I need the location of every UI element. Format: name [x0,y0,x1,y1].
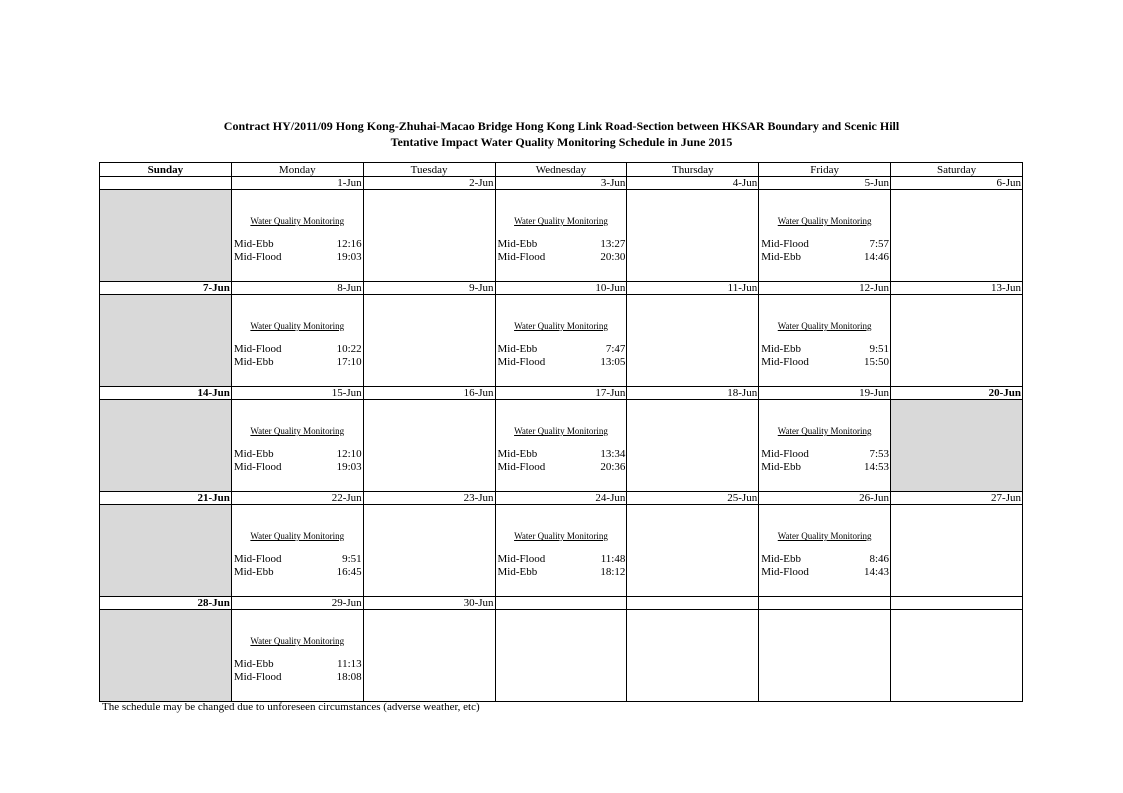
date-cell: 17-Jun [495,387,627,400]
week-4-date-row [100,492,1023,505]
day-cell [100,505,232,597]
tide-row [498,448,626,461]
monitoring-label: Water Quality Monitoring [250,321,345,331]
tide-row [234,343,362,356]
tide-time: 11:48 [600,553,626,565]
tide-row [234,238,362,251]
day-cell [891,505,1023,597]
tide-name: Mid-Flood [497,461,546,473]
tide-row [234,251,362,264]
date-cell: 21-Jun [100,492,232,505]
date-cell: 22-Jun [231,492,363,505]
day-cell [363,400,495,492]
monitoring-label: Water Quality Monitoring [777,531,872,541]
week-1-date-row [100,177,1023,190]
tide-row [498,461,626,474]
week-5-schedule-row [100,610,1023,702]
tide-row [234,566,362,579]
monitoring-label: Water Quality Monitoring [514,531,608,541]
day-cell-content [364,295,495,386]
tide-name: Mid-Ebb [761,553,801,565]
monitoring-label: Water Quality Monitoring [250,426,345,436]
tide-name: Mid-Ebb [233,566,274,578]
monitoring-label: Water Quality Monitoring [777,426,872,436]
day-cell-content [364,610,495,701]
day-cell-content [496,400,627,491]
day-cell-content [364,190,495,281]
monitoring-label: Water Quality Monitoring [250,636,345,646]
tide-name: Mid-Flood [761,356,809,368]
day-cell [759,295,891,387]
tide-time: 16:45 [336,566,362,578]
date-cell: 7-Jun [100,282,232,295]
day-cell [627,190,759,282]
weekday-header-wednesday: Wednesday [495,163,627,177]
week-3-schedule-row [100,400,1023,492]
tide-time: 9:51 [342,553,362,565]
date-cell: 26-Jun [759,492,891,505]
date-cell [891,597,1023,610]
tide-time: 18:12 [600,566,626,578]
date-cell: 24-Jun [495,492,627,505]
monitoring-label: Water Quality Monitoring [777,216,872,226]
day-cell-content [100,295,231,386]
day-cell [495,190,627,282]
day-cell [891,295,1023,387]
day-cell-content [232,400,363,491]
monitoring-label: Water Quality Monitoring [250,216,345,226]
tide-time: 10:22 [336,343,362,355]
tide-name: Mid-Flood [497,251,546,263]
day-cell-content [100,190,231,281]
date-cell: 29-Jun [231,597,363,610]
tide-time: 7:57 [869,238,890,250]
tide-row [761,356,889,369]
day-cell [231,295,363,387]
day-cell-content [759,610,890,701]
day-cell-content [627,610,758,701]
tide-time: 13:34 [600,448,626,460]
weekday-header-thursday: Thursday [627,163,759,177]
day-cell [891,400,1023,492]
date-cell: 5-Jun [759,177,891,190]
tide-name: Mid-Flood [233,553,282,565]
tide-name: Mid-Ebb [761,251,801,263]
day-cell [759,400,891,492]
schedule-subtitle: Tentative Impact Water Quality Monitoring Schedule in June 2015 [390,135,733,149]
tide-name: Mid-Ebb [497,566,538,578]
day-cell-content [100,505,231,596]
tide-row [761,461,889,474]
weekday-header-sunday: Sunday [100,163,232,177]
day-cell [495,505,627,597]
tide-row [234,671,362,684]
day-cell [100,400,232,492]
day-cell-content [891,610,1022,701]
day-cell [759,505,891,597]
tide-row [498,566,626,579]
date-cell [100,177,232,190]
date-cell: 3-Jun [495,177,627,190]
tide-row [234,448,362,461]
week-3-date-row [100,387,1023,400]
tide-time: 12:16 [336,238,362,250]
day-cell-content [891,400,1022,491]
tide-row [498,238,626,251]
week-1-schedule-row [100,190,1023,282]
tide-row [234,553,362,566]
date-cell: 25-Jun [627,492,759,505]
monitoring-label: Water Quality Monitoring [250,531,345,541]
tide-row [761,448,889,461]
tide-name: Mid-Flood [497,356,546,368]
tide-name: Mid-Ebb [497,448,538,460]
date-cell: 4-Jun [627,177,759,190]
date-cell: 14-Jun [100,387,232,400]
tide-row [761,566,889,579]
tide-time: 7:53 [869,448,890,460]
schedule-note: The schedule may be changed due to unforeseen circumstances (adverse weather, etc) [102,701,480,713]
date-cell: 27-Jun [891,492,1023,505]
date-cell: 13-Jun [891,282,1023,295]
day-cell [627,400,759,492]
weekday-header-saturday: Saturday [891,163,1023,177]
tide-name: Mid-Flood [233,671,282,683]
day-cell-content [232,505,363,596]
tide-time: 9:51 [869,343,890,355]
day-cell [759,610,891,702]
date-cell: 10-Jun [495,282,627,295]
day-cell-content [496,505,627,596]
date-cell: 2-Jun [363,177,495,190]
day-cell [495,610,627,702]
tide-time: 7:47 [605,343,626,355]
tide-row [761,238,889,251]
tide-time: 17:10 [336,356,362,368]
day-cell [231,610,363,702]
day-cell [231,505,363,597]
tide-time: 14:53 [864,461,890,473]
day-cell [231,190,363,282]
date-cell: 20-Jun [891,387,1023,400]
tide-time: 15:50 [864,356,890,368]
tide-name: Mid-Ebb [497,343,538,355]
day-cell-content [364,505,495,596]
day-cell [363,295,495,387]
date-cell: 8-Jun [231,282,363,295]
calendar-table [99,162,1023,702]
day-cell [100,190,232,282]
tide-row [498,251,626,264]
day-cell-content [232,190,363,281]
date-cell: 11-Jun [627,282,759,295]
day-cell-content [100,400,231,491]
week-2-schedule-row [100,295,1023,387]
date-cell [627,597,759,610]
tide-name: Mid-Ebb [233,356,274,368]
day-cell-content [891,295,1022,386]
tide-row [234,356,362,369]
tide-time: 20:30 [600,251,626,263]
tide-name: Mid-Flood [497,553,546,565]
day-cell-content [759,295,890,386]
day-cell-content [364,400,495,491]
monitoring-label: Water Quality Monitoring [777,321,872,331]
tide-name: Mid-Ebb [497,238,538,250]
week-4-schedule-row [100,505,1023,597]
tide-name: Mid-Ebb [761,343,801,355]
tide-name: Mid-Ebb [761,461,801,473]
weekday-header-tuesday: Tuesday [363,163,495,177]
day-cell-content [627,505,758,596]
weekday-header-monday: Monday [231,163,363,177]
day-cell-content [232,610,363,701]
day-cell-content [232,295,363,386]
tide-time: 14:43 [864,566,890,578]
tide-name: Mid-Flood [233,343,282,355]
monitoring-label: Water Quality Monitoring [514,321,608,331]
day-cell [495,295,627,387]
day-cell [627,505,759,597]
week-5-date-row [100,597,1023,610]
tide-row [761,251,889,264]
date-cell: 28-Jun [100,597,232,610]
tide-row [498,553,626,566]
date-cell: 1-Jun [231,177,363,190]
tide-time: 11:13 [337,658,362,670]
schedule-title: Contract HY/2011/09 Hong Kong-Zhuhai-Macao Bridge Hong Kong Link Road-Section between HKSAR Boundary and Scenic Hill [223,119,900,133]
day-cell-content [496,610,627,701]
day-cell [100,610,232,702]
tide-time: 19:03 [336,251,362,263]
monitoring-label: Water Quality Monitoring [514,426,608,436]
tide-time: 13:05 [600,356,626,368]
day-cell [627,295,759,387]
day-cell [363,505,495,597]
date-cell: 6-Jun [891,177,1023,190]
date-cell: 16-Jun [363,387,495,400]
day-cell-content [759,190,890,281]
tide-name: Mid-Ebb [233,448,274,460]
weekday-header-friday: Friday [759,163,891,177]
date-cell: 15-Jun [231,387,363,400]
date-cell: 23-Jun [363,492,495,505]
day-cell-content [891,190,1022,281]
tide-name: Mid-Ebb [233,238,274,250]
date-cell: 30-Jun [363,597,495,610]
day-cell-content [496,295,627,386]
day-cell-content [627,190,758,281]
weekday-header-row [100,163,1023,177]
day-cell-content [759,400,890,491]
tide-name: Mid-Flood [761,448,809,460]
tide-name: Mid-Flood [233,461,282,473]
tide-time: 14:46 [864,251,890,263]
tide-name: Mid-Flood [233,251,282,263]
day-cell-content [759,505,890,596]
day-cell [363,190,495,282]
date-cell: 18-Jun [627,387,759,400]
day-cell [495,400,627,492]
monitoring-label: Water Quality Monitoring [514,216,608,226]
tide-time: 18:08 [336,671,362,683]
day-cell [627,610,759,702]
tide-row [498,356,626,369]
tide-time: 19:03 [336,461,362,473]
day-cell-content [891,505,1022,596]
day-cell [891,190,1023,282]
day-cell [759,190,891,282]
tide-name: Mid-Flood [761,566,809,578]
day-cell-content [627,400,758,491]
tide-time: 12:10 [336,448,362,460]
tide-row [234,461,362,474]
tide-time: 20:36 [600,461,626,473]
tide-time: 8:46 [869,553,890,565]
date-cell: 9-Jun [363,282,495,295]
tide-name: Mid-Flood [761,238,809,250]
date-cell [495,597,627,610]
day-cell [363,610,495,702]
tide-name: Mid-Ebb [233,658,274,670]
tide-row [498,343,626,356]
tide-time: 13:27 [600,238,626,250]
tide-row [761,343,889,356]
day-cell [891,610,1023,702]
date-cell: 19-Jun [759,387,891,400]
day-cell-content [496,190,627,281]
day-cell [231,400,363,492]
date-cell [759,597,891,610]
day-cell-content [627,295,758,386]
date-cell: 12-Jun [759,282,891,295]
tide-row [234,658,362,671]
tide-row [761,553,889,566]
day-cell-content [100,610,231,701]
week-2-date-row [100,282,1023,295]
day-cell [100,295,232,387]
